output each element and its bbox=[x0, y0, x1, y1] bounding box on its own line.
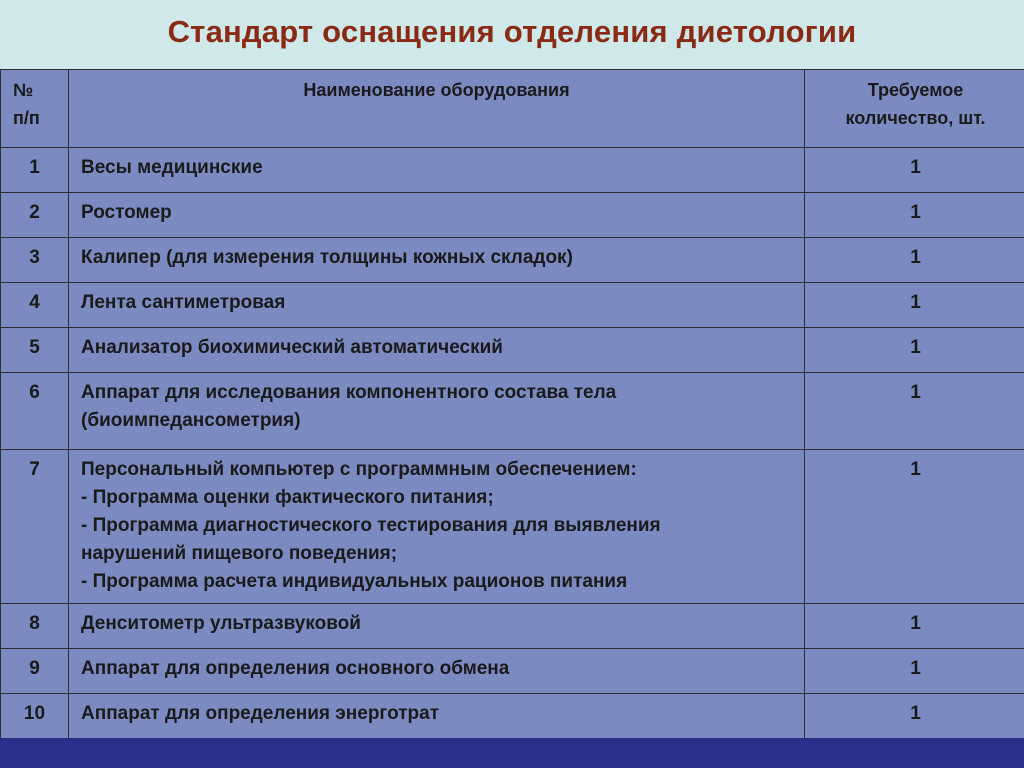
row-quantity: 1 bbox=[805, 604, 1024, 649]
row-quantity: 1 bbox=[805, 649, 1024, 694]
header-number bbox=[1, 70, 69, 148]
row-number: 2 bbox=[1, 193, 69, 238]
row-equipment-name bbox=[69, 148, 805, 193]
row-quantity: 1 bbox=[805, 148, 1024, 193]
table-row bbox=[1, 238, 1024, 283]
row-number: 9 bbox=[1, 649, 69, 694]
table-row bbox=[1, 193, 1024, 238]
row-equipment-name bbox=[69, 694, 805, 739]
table-row bbox=[1, 328, 1024, 373]
equipment-name-line: Персональный компьютер с программным обеспечением: bbox=[81, 459, 637, 480]
row-equipment-name bbox=[69, 193, 805, 238]
row-number: 1 bbox=[1, 148, 69, 193]
header-number-line2: п/п bbox=[13, 108, 40, 128]
row-equipment-name bbox=[69, 649, 805, 694]
header-name: Наименование оборудования bbox=[69, 70, 805, 148]
equipment-name-line: Анализатор биохимический автоматический bbox=[81, 337, 503, 358]
row-quantity: 1 bbox=[805, 238, 1024, 283]
table-row bbox=[1, 649, 1024, 694]
header-quantity bbox=[805, 70, 1024, 148]
equipment-name-line: Аппарат для определения энерготрат bbox=[81, 703, 440, 724]
header-quantity-line2: количество, шт. bbox=[845, 108, 986, 128]
row-equipment-name bbox=[69, 450, 805, 604]
row-quantity: 1 bbox=[805, 283, 1024, 328]
row-quantity: 1 bbox=[805, 373, 1024, 450]
header-number-line1: № bbox=[13, 80, 34, 100]
row-number: 10 bbox=[1, 694, 69, 739]
equipment-name-line: Лента сантиметровая bbox=[81, 292, 286, 313]
row-equipment-name bbox=[69, 238, 805, 283]
equipment-name-line: Ростомер bbox=[81, 202, 172, 223]
row-quantity: 1 bbox=[805, 193, 1024, 238]
equipment-name-line: Денситометр ультразвуковой bbox=[81, 613, 361, 634]
bottom-band bbox=[0, 738, 1024, 768]
equipment-name-line: Весы медицинские bbox=[81, 157, 263, 178]
equipment-name-line: Аппарат для исследования компонентного состава тела bbox=[81, 382, 617, 403]
row-quantity: 1 bbox=[805, 694, 1024, 739]
page-title: Стандарт оснащения отделения диетологии bbox=[167, 14, 857, 49]
row-equipment-name bbox=[69, 328, 805, 373]
row-number: 3 bbox=[1, 238, 69, 283]
row-number: 5 bbox=[1, 328, 69, 373]
table-row bbox=[1, 373, 1024, 450]
row-equipment-name bbox=[69, 604, 805, 649]
header-quantity-line1: Требуемое bbox=[867, 80, 964, 100]
table-header-row bbox=[1, 70, 1024, 148]
row-number: 7 bbox=[1, 450, 69, 604]
row-number: 4 bbox=[1, 283, 69, 328]
table-row bbox=[1, 148, 1024, 193]
equipment-name-line: - Программа оценки фактического питания; bbox=[81, 487, 494, 508]
row-number: 6 bbox=[1, 373, 69, 450]
table-row bbox=[1, 450, 1024, 604]
equipment-name-line: - Программа расчета индивидуальных рационов питания bbox=[81, 571, 628, 592]
equipment-table bbox=[0, 69, 1024, 739]
equipment-name-line: (биоимпедансометрия) bbox=[81, 410, 301, 431]
row-equipment-name bbox=[69, 283, 805, 328]
table-row bbox=[1, 694, 1024, 739]
row-number: 8 bbox=[1, 604, 69, 649]
equipment-name-line: Аппарат для определения основного обмена bbox=[81, 658, 510, 679]
equipment-name-line: нарушений пищевого поведения; bbox=[81, 543, 398, 564]
equipment-name-line: Калипер (для измерения толщины кожных складок) bbox=[81, 247, 573, 268]
row-equipment-name bbox=[69, 373, 805, 450]
table-row bbox=[1, 283, 1024, 328]
row-quantity: 1 bbox=[805, 328, 1024, 373]
row-quantity: 1 bbox=[805, 450, 1024, 604]
table-row bbox=[1, 604, 1024, 649]
equipment-name-line: - Программа диагностического тестирования для выявления bbox=[81, 515, 661, 536]
